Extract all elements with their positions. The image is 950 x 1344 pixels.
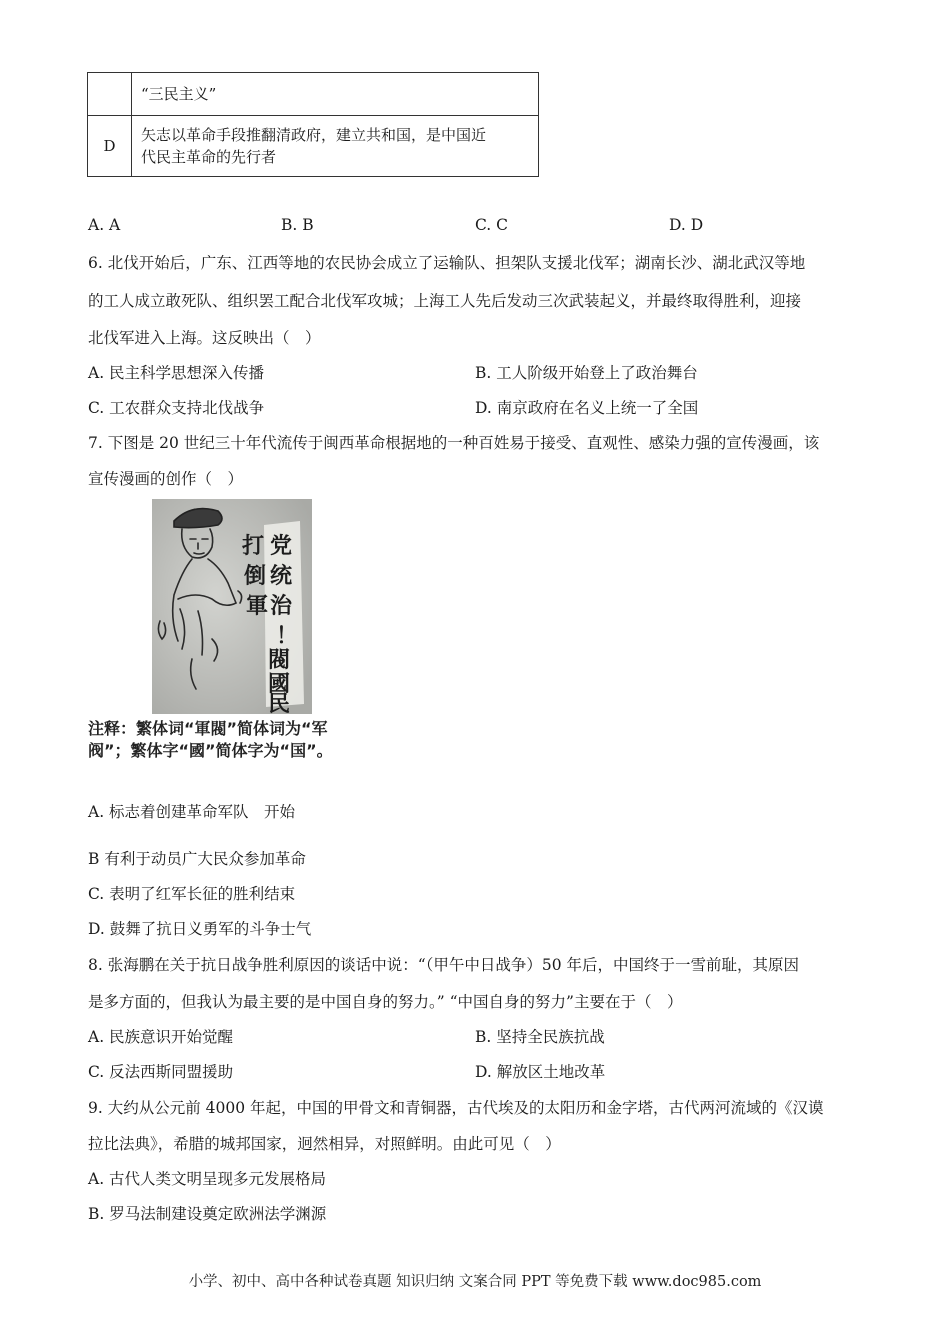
q5-option-d: D. D: [669, 216, 704, 234]
slogan-char: 打: [242, 534, 265, 559]
q9-option-a: A. 古代人类文明呈现多元发展格局: [88, 1170, 327, 1188]
table-cell-text: [132, 116, 539, 177]
q8-option-a: A. 民族意识开始觉醒: [88, 1028, 234, 1046]
table-cell-label: [88, 73, 132, 116]
slogan-char: 軍: [246, 594, 269, 619]
q8-option-c: C. 反法西斯同盟援助: [88, 1063, 234, 1081]
note-line: 阀”；繁体字“國”简体字为“国”。: [88, 741, 333, 760]
q5-option-c: C. C: [475, 216, 509, 234]
slogan-char: ！: [276, 624, 299, 649]
answer-table: [87, 72, 539, 177]
propaganda-cartoon-image: [152, 499, 312, 714]
q8-stem-line: 是多方面的，但我认为最主要的是中国自身的努力。” “中国自身的努力”主要在于（ ）: [88, 993, 683, 1011]
table-cell-text: [132, 73, 539, 116]
q8-option-d: D. 解放区土地改革: [475, 1063, 606, 1081]
q6-option-b: B. 工人阶级开始登上了政治舞台: [475, 364, 698, 382]
slogan-char: 统: [270, 564, 293, 589]
table-cell-line: 矢志以革命手段推翻清政府，建立共和国，是中国近: [141, 126, 487, 144]
table-cell-label: D: [88, 116, 132, 177]
q6-stem-line: 北伐军进入上海。这反映出（ ）: [88, 329, 321, 347]
q7-option-a: A. 标志着创建革命军队 开始: [88, 803, 296, 821]
slogan-char: 國: [268, 672, 291, 697]
slogan-char: 閥: [268, 648, 291, 673]
table-row: [88, 116, 539, 177]
q5-option-a: A. A: [88, 216, 121, 234]
q5-option-b: B. B: [281, 216, 314, 234]
image-note: [88, 718, 333, 762]
q6-option-d: D. 南京政府在名义上统一了全国: [475, 399, 699, 417]
page-footer: 小学、初中、高中各种试卷真题 知识归纳 文案合同 PPT 等免费下载 www.doc985.com: [188, 1274, 762, 1290]
q7-option-b: B 有利于动员广大民众参加革命: [88, 850, 306, 868]
table-cell-line: 代民主革命的先行者: [141, 148, 277, 166]
note-line: 注释：繁体词“軍閥”简体词为“军: [88, 719, 328, 738]
q8-stem-line: 8. 张海鹏在关于抗日战争胜利原因的谈话中说：“（甲午中日战争）50 年后，中国终于一雪前耻，其原因: [88, 956, 800, 974]
q7-stem-line: 7. 下图是 20 世纪三十年代流传于闽西革命根据地的一种百姓易于接受、直观性、感染力强的宣传漫画，该: [88, 434, 820, 452]
q6-stem-line: 的工人成立敢死队、组织罢工配合北伐军攻城；上海工人先后发动三次武装起义，并最终取得胜利，迎接: [88, 292, 802, 310]
slogan-char: 党: [270, 534, 293, 559]
cartoon-drawing: [152, 499, 312, 714]
slogan-char: 倒: [244, 564, 267, 589]
q9-option-b: B. 罗马法制建设奠定欧洲法学渊源: [88, 1205, 327, 1223]
q9-stem-line: 拉比法典》，希腊的城邦国家，迥然相异，对照鲜明。由此可见（ ）: [88, 1135, 561, 1153]
q7-stem-line: 宣传漫画的创作（ ）: [88, 470, 244, 488]
q9-stem-line: 9. 大约从公元前 4000 年起，中国的甲骨文和青铜器，古代埃及的太阳历和金字塔，古代两河流域的《汉谟: [88, 1099, 824, 1117]
q7-option-c: C. 表明了红军长征的胜利结束: [88, 885, 296, 903]
table-cell-line: “三民主义”: [141, 85, 217, 103]
q6-option-a: A. 民主科学思想深入传播: [88, 364, 265, 382]
slogan-char: 治: [270, 594, 293, 619]
q6-option-c: C. 工农群众支持北伐战争: [88, 399, 265, 417]
q8-option-b: B. 坚持全民族抗战: [475, 1028, 605, 1046]
table-row: [88, 73, 539, 116]
slogan-char: 民: [268, 692, 291, 714]
q7-option-d: D. 鼓舞了抗日义勇军的斗争士气: [88, 920, 312, 938]
q6-stem-line: 6. 北伐开始后，广东、江西等地的农民协会成立了运输队、担架队支援北伐军；湖南长沙、湖北武汉等地: [88, 254, 806, 272]
